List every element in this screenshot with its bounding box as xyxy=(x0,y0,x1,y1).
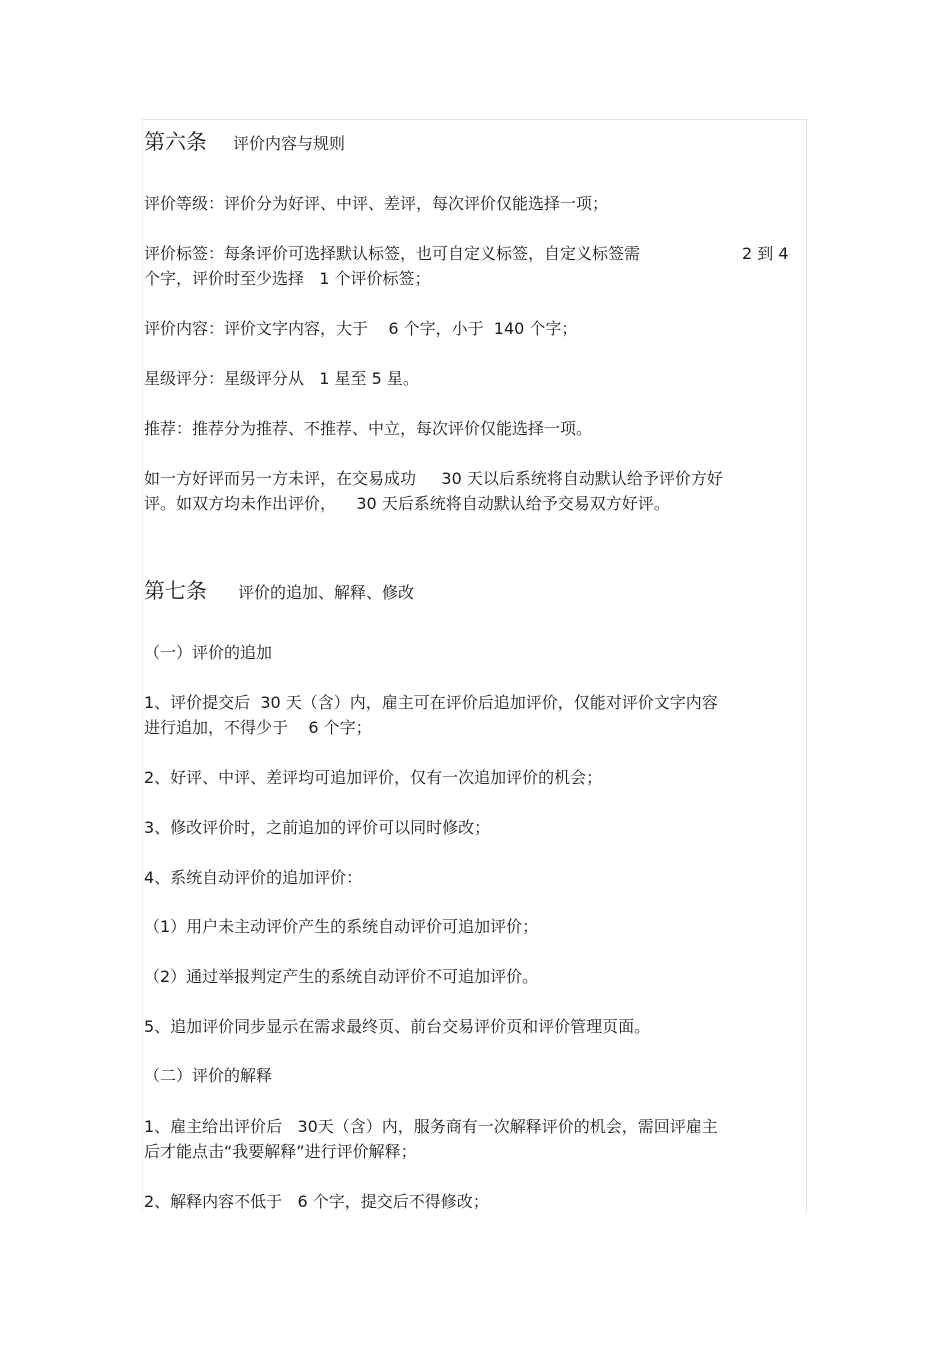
append-item-4-sub-2: （2）通过举报判定产生的系统自动评价不可追加评价。 xyxy=(144,967,539,986)
append-item-1-line2: 进行追加，不得少于 6 个字； xyxy=(144,718,372,737)
append-item-3: 3、修改评价时，之前追加的评价可以同时修改； xyxy=(144,818,491,837)
auto-rating-paragraph-line2: 评。如双方均未作出评价， 30 天后系统将自动默认给予交易双方好评。 xyxy=(144,494,670,513)
article-7-number: 第七条 xyxy=(144,579,207,603)
rating-tag-paragraph-line1 xyxy=(144,244,789,264)
rating-tag-range: 2 到 4 xyxy=(742,244,789,263)
rating-tag-text: 评价标签：每条评价可选择默认标签，也可自定义标签，自定义标签需 xyxy=(144,244,641,263)
article-6-title: 评价内容与规则 xyxy=(233,134,346,153)
append-item-4-sub-1: （1）用户未主动评价产生的系统自动评价可追加评价； xyxy=(144,917,539,936)
star-rating-paragraph: 星级评分：星级评分从 1 星至 5 星。 xyxy=(144,369,419,388)
article-6-number: 第六条 xyxy=(144,130,207,154)
article-7-heading xyxy=(144,578,414,606)
auto-rating-paragraph-line1: 如一方好评而另一方未评，在交易成功 30 天以后系统将自动默认给予评价方好 xyxy=(144,469,723,488)
append-item-2: 2、好评、中评、差评均可追加评价，仅有一次追加评价的机会； xyxy=(144,768,603,787)
section-append-heading: （一）评价的追加 xyxy=(144,643,273,662)
recommend-paragraph: 推荐：推荐分为推荐、不推荐、中立，每次评价仅能选择一项。 xyxy=(144,419,593,438)
article-7-title: 评价的追加、解释、修改 xyxy=(238,583,415,602)
append-item-1-line1: 1、评价提交后 30 天（含）内，雇主可在评价后追加评价，仅能对评价文字内容 xyxy=(144,693,718,712)
article-6-heading xyxy=(144,129,345,157)
rating-tag-paragraph-line2: 个字，评价时至少选择 1 个评价标签； xyxy=(144,269,431,288)
section-explain-heading: （二）评价的解释 xyxy=(144,1066,273,1085)
rating-level-paragraph: 评价等级：评价分为好评、中评、差评，每次评价仅能选择一项； xyxy=(144,194,609,213)
explain-item-1-line2: 后才能点击“我要解释”进行评价解释； xyxy=(144,1142,417,1161)
explain-item-2: 2、解释内容不低于 6 个字，提交后不得修改； xyxy=(144,1192,489,1211)
explain-item-1-line1: 1、雇主给出评价后 30天（含）内，服务商有一次解释评价的机会，需回评雇主 xyxy=(144,1117,718,1136)
append-item-4: 4、系统自动评价的追加评价： xyxy=(144,868,363,887)
rating-content-paragraph: 评价内容：评价文字内容，大于 6 个字，小于 140 个字； xyxy=(144,319,578,338)
append-item-5: 5、追加评价同步显示在需求最终页、前台交易评价页和评价管理页面。 xyxy=(144,1017,651,1036)
